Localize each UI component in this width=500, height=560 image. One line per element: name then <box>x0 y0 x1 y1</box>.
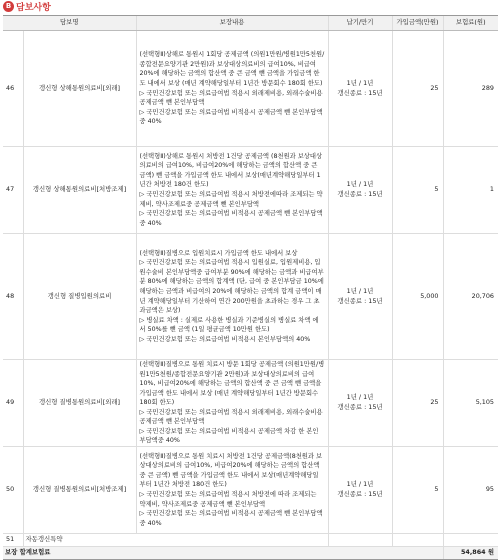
row-number: 49 <box>3 360 23 447</box>
coverage-description: (선택형Ⅱ)질병으로 입원치료시 가입금액 한도 내에서 보상 ▷ 국민건강보험 또는 의료급여법 적용시 입원실료, 입원제비용, 입원수술비 본인부담액중 급여부분 90%에 해당하는 금액과 비급여부분 80%에 해당하는 금액의 합계액 (단, 급여 중 본인부담금 10%에 해당하는 금액과 비급여의 20%에 해당하는 금액의 합계 금액이 매년 계약해당일부터 기산하여 연간 200만원을 초과하는 경우 그 초과금액은 보상) ▷ 병실료 차액 : 실제로 사용한 병실과 기준병실의 병실료 차액 에서 50%를 뺀 금액 (1일 평균금액 10만원 한도) ▷ 국민건강보험 또는 의료급여법 비적용시 본인부담액의 40% <box>136 234 328 360</box>
insured-amount <box>392 534 443 547</box>
row-number: 46 <box>3 31 23 147</box>
table-row <box>3 234 498 360</box>
total-premium: 54,864 원 <box>443 547 498 560</box>
table-row <box>3 447 498 534</box>
col-header-premium: 보험료(원) <box>443 16 498 31</box>
row-number: 50 <box>3 447 23 534</box>
table-header-row <box>3 16 498 31</box>
coverage-name: 갱신형 질병통원의료비[외래] <box>23 360 136 447</box>
payment-term: 1년 / 1년 갱신종료 : 15년 <box>328 447 392 534</box>
col-header-term: 납기/만기 <box>328 16 392 31</box>
premium: 95 <box>443 447 498 534</box>
section-title: 담보사항 <box>16 3 51 13</box>
table-row <box>3 534 498 547</box>
payment-term: 1년 / 1년 갱신종료 : 15년 <box>328 147 392 234</box>
table-row <box>3 31 498 147</box>
section-header <box>3 0 51 13</box>
coverage-name: 갱신형 질병통원의료비[처방조제] <box>23 447 136 534</box>
insured-amount: 5 <box>392 447 443 534</box>
payment-term: 1년 / 1년 갱신종료 : 15년 <box>328 360 392 447</box>
total-label: 보장 합계보험료 <box>3 547 443 560</box>
coverage-name: 갱신형 상해통원의료비[처방조제] <box>23 147 136 234</box>
payment-term <box>328 534 392 547</box>
insured-amount: 5,000 <box>392 234 443 360</box>
payment-term: 1년 / 1년 갱신종료 : 15년 <box>328 234 392 360</box>
coverage-name: 갱신형 질병입원의료비 <box>23 234 136 360</box>
coverage-name: 자동갱신특약 <box>23 534 328 547</box>
premium: 1 <box>443 147 498 234</box>
coverage-description: (선택형Ⅱ)상해로 통원시 1회당 공제금액 (의원1만원/병원1만5천원/종합전문요양기관 2만원)과 보상대상의료비의 급여10%, 비급여20%에 해당하는 금액의 합산액 중 큰 금액 뺀 금액을 가입금액 한도 내에서 보상 (매년 계약해당일부터 1년간 방문회수 180회 한도) ▷ 국민건강보험 또는 의료급여법 적용시 외래제비용, 외래수술비용 공제금액 뺀 본인부담액 ▷ 국민건강보험 또는 의료급여법 비적용시 공제금액 뺀 본인부담액중 40% <box>136 31 328 147</box>
premium <box>443 534 498 547</box>
row-number: 51 <box>3 534 23 547</box>
premium: 289 <box>443 31 498 147</box>
col-header-amount: 가입금액(만원) <box>392 16 443 31</box>
coverage-name: 갱신형 상해통원의료비[외래] <box>23 31 136 147</box>
total-row <box>3 547 498 560</box>
row-number: 48 <box>3 234 23 360</box>
col-header-coverage: 보장내용 <box>136 16 328 31</box>
payment-term: 1년 / 1년 갱신종료 : 15년 <box>328 31 392 147</box>
coverage-description: (선택형Ⅱ)질병으로 통원 치료시 방문 1회당 공제금액 (의원1만원/병원1만5천원/종합전문요양기관 2만원)과 보상대상의료비의 급여10%, 비급여20%에 해당하는 금액의 합산액 중 큰 금액 뺀 금액을 가입금액 한도 내에서 보상 (매년 계약해당일부터 1년간 방문회수 180회 한도) ▷ 국민건강보험 또는 의료급여법 적용시 외래제비용, 외래수술비용 공제금액 뺀 본인부담액 ▷ 국민건강보험 또는 의료급여법 비적용시 공제금액 차감 한 본인부담액중 40% <box>136 360 328 447</box>
insured-amount: 25 <box>392 360 443 447</box>
premium: 5,105 <box>443 360 498 447</box>
section-badge-icon: B <box>3 1 14 12</box>
table-row <box>3 147 498 234</box>
col-header-name: 담보명 <box>3 16 136 31</box>
row-number: 47 <box>3 147 23 234</box>
insured-amount: 25 <box>392 31 443 147</box>
table-row <box>3 360 498 447</box>
coverage-table <box>3 15 498 560</box>
premium: 20,706 <box>443 234 498 360</box>
coverage-description: (선택형Ⅱ)질병으로 통원 치료시 처방전 1건당 공제금액(8천원과 보상대상의료비의 급여10%, 비급여20%에 해당하는 금액의 합산액 중 큰 금액) 뺀 금액을 가입금액 한도 내에서 보상(매년계약해당일부터 1년간 처방전 180건 한도) ▷ 국민건강보험 또는 의료급여법 적용시 처방전에 따라 조제되는 약제비, 약사조제료중 공제금액 뺀 본인부담액 ▷ 국민건강보험 또는 의료급여법 비적용시 공제금액 뺀 본인부담액중 40% <box>136 447 328 534</box>
coverage-description: (선택형Ⅱ)상해로 통원시 처방전 1건당 공제금액 (8천원과 보상대상의료비의 급여10%, 비급여20%에 해당하는 금액의 합산액 중 큰 금액) 뺀 금액을 가입금액 한도 내에서 보상(매년계약해당일부터 1년간 처방전 180건 한도) ▷ 국민건강보험 또는 의료급여법 적용시 처방전에따라 조제되는 약제비, 약사조제료중 공제금액 뺀 본인부담액 ▷ 국민건강보험 또는 의료급여법 비적용시 공제금액 뺀 본인부담액중 40% <box>136 147 328 234</box>
insured-amount: 5 <box>392 147 443 234</box>
